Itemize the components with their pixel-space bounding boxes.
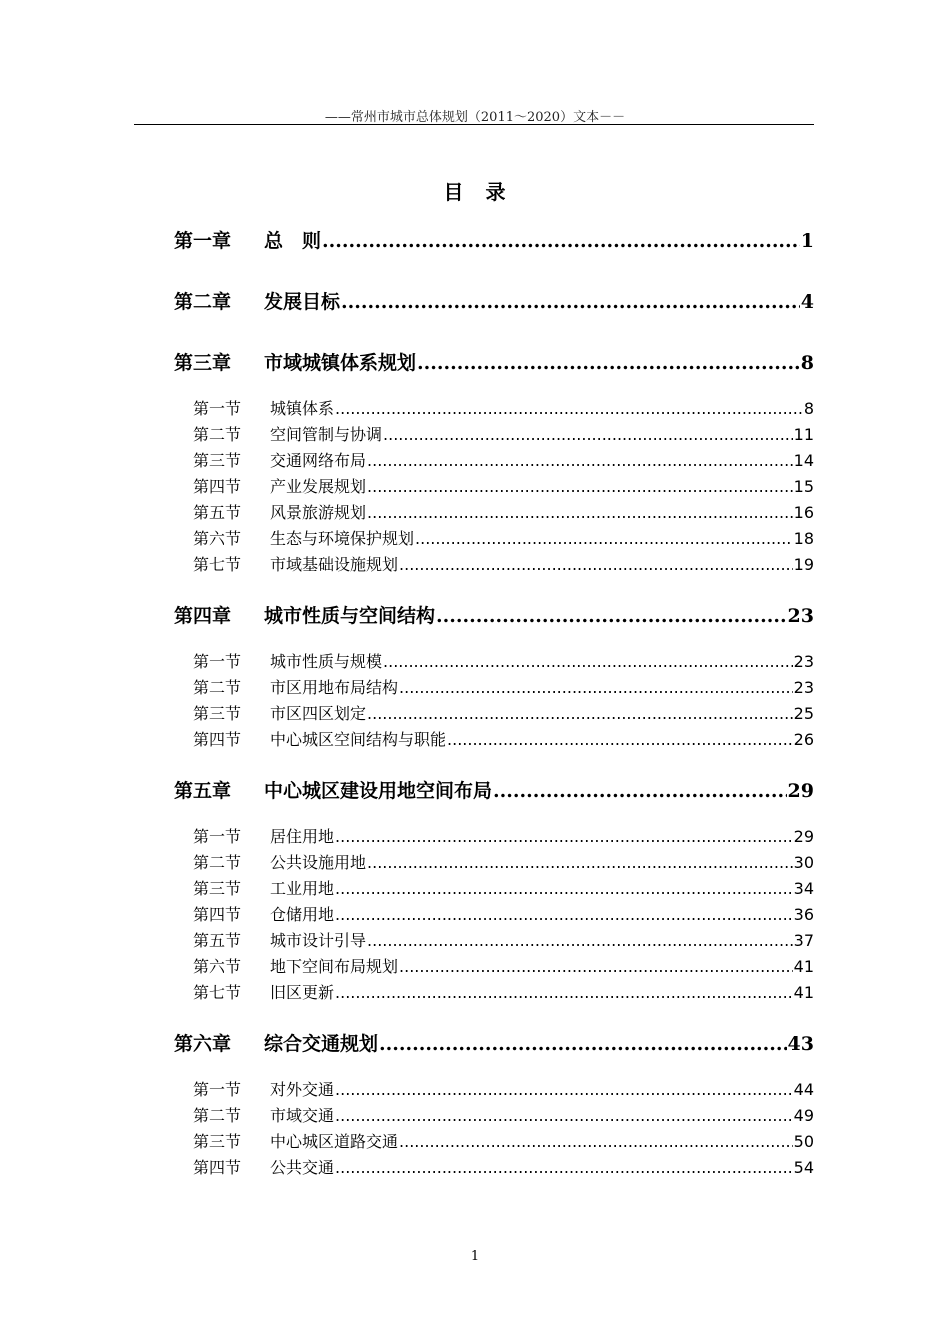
entry-page-number: 14 <box>793 451 814 470</box>
toc-section-entry[interactable] <box>193 1129 814 1152</box>
entry-title: 仓储用地 <box>270 905 335 924</box>
entry-number: 第一节 <box>193 1080 242 1099</box>
entry-page-number: 29 <box>787 780 814 802</box>
dot-leader <box>383 425 793 444</box>
dot-leader <box>335 399 803 418</box>
dot-leader <box>367 451 793 470</box>
dot-leader <box>335 1158 793 1177</box>
toc-section-entry[interactable] <box>193 474 814 497</box>
toc-chapter-entry[interactable] <box>174 348 814 375</box>
entry-number: 第五节 <box>193 503 242 522</box>
dot-leader <box>367 931 793 950</box>
toc-section-entry[interactable] <box>193 422 814 445</box>
entry-title: 旧区更新 <box>270 983 335 1002</box>
entry-number: 第二节 <box>193 425 242 444</box>
entry-title: 中心城区道路交通 <box>270 1132 399 1151</box>
dot-leader <box>335 983 793 1002</box>
entry-page-number: 34 <box>793 879 814 898</box>
entry-page-number: 15 <box>793 477 814 496</box>
entry-page-number: 23 <box>793 678 814 697</box>
entry-number: 第四节 <box>193 1158 242 1177</box>
entry-page-number: 49 <box>793 1106 814 1125</box>
entry-title: 空间管制与协调 <box>270 425 383 444</box>
entry-number: 第三节 <box>193 1132 242 1151</box>
dot-leader <box>399 555 793 574</box>
entry-title: 公共设施用地 <box>270 853 367 872</box>
entry-page-number: 23 <box>787 605 814 627</box>
entry-number: 第一节 <box>193 399 242 418</box>
toc-section-entry[interactable] <box>193 727 814 750</box>
dot-leader <box>367 853 793 872</box>
dot-leader <box>335 827 793 846</box>
entry-number: 第一章 <box>174 230 232 252</box>
entry-number: 第二节 <box>193 678 242 697</box>
entry-title: 产业发展规划 <box>270 477 367 496</box>
entry-number: 第四节 <box>193 477 242 496</box>
entry-page-number: 25 <box>793 704 814 723</box>
entry-title: 中心城区建设用地空间布局 <box>264 780 493 802</box>
entry-title: 公共交通 <box>270 1158 335 1177</box>
entry-number: 第七节 <box>193 983 242 1002</box>
toc-section-entry[interactable] <box>193 980 814 1003</box>
dot-leader <box>335 879 793 898</box>
entry-title: 市区用地布局结构 <box>270 678 399 697</box>
entry-page-number: 29 <box>793 827 814 846</box>
entry-number: 第六节 <box>193 957 242 976</box>
entry-number: 第五节 <box>193 931 242 950</box>
toc-section-entry[interactable] <box>193 701 814 724</box>
toc-section-entry[interactable] <box>193 850 814 873</box>
dot-leader <box>399 1132 793 1151</box>
dot-leader <box>447 730 793 749</box>
toc-section-entry[interactable] <box>193 526 814 549</box>
entry-number: 第六节 <box>193 529 242 548</box>
page-number: 1 <box>470 1249 480 1264</box>
entry-page-number: 11 <box>793 425 814 444</box>
entry-title: 市域基础设施规划 <box>270 555 399 574</box>
toc-section-entry[interactable] <box>193 500 814 523</box>
dot-leader <box>415 529 793 548</box>
dot-leader <box>335 905 793 924</box>
toc-section-entry[interactable] <box>193 448 814 471</box>
entry-page-number: 19 <box>793 555 814 574</box>
entry-title: 总 则 <box>264 230 322 252</box>
entry-page-number: 30 <box>793 853 814 872</box>
toc-chapter-entry[interactable] <box>174 1029 814 1056</box>
entry-page-number: 41 <box>793 983 814 1002</box>
entry-title: 居住用地 <box>270 827 335 846</box>
entry-page-number: 54 <box>793 1158 814 1177</box>
toc-title: 目 录 <box>443 180 507 204</box>
entry-page-number: 43 <box>787 1033 814 1055</box>
dot-leader <box>335 1080 793 1099</box>
entry-number: 第三节 <box>193 879 242 898</box>
entry-page-number: 41 <box>793 957 814 976</box>
toc-section-entry[interactable] <box>193 396 814 419</box>
entry-number: 第四章 <box>174 605 232 627</box>
entry-title: 市域交通 <box>270 1106 335 1125</box>
entry-title: 对外交通 <box>270 1080 335 1099</box>
toc-section-entry[interactable] <box>193 1103 814 1126</box>
dot-leader <box>417 352 800 374</box>
toc-chapter-entry[interactable] <box>174 226 814 253</box>
entry-title: 城市性质与空间结构 <box>264 605 436 627</box>
entry-page-number: 37 <box>793 931 814 950</box>
entry-title: 综合交通规划 <box>264 1033 379 1055</box>
entry-number: 第二节 <box>193 1106 242 1125</box>
dot-leader <box>493 780 787 802</box>
entry-number: 第四节 <box>193 905 242 924</box>
dot-leader <box>341 291 800 313</box>
entry-title: 城市设计引导 <box>270 931 367 950</box>
entry-number: 第一节 <box>193 827 242 846</box>
toc-chapter-entry[interactable] <box>174 287 814 314</box>
dot-leader <box>335 1106 793 1125</box>
entry-title: 发展目标 <box>264 291 341 313</box>
entry-page-number: 16 <box>793 503 814 522</box>
entry-number: 第二章 <box>174 291 232 313</box>
dot-leader <box>367 477 793 496</box>
dot-leader <box>367 503 793 522</box>
toc-section-entry[interactable] <box>193 954 814 977</box>
toc-section-entry[interactable] <box>193 824 814 847</box>
toc-section-entry[interactable] <box>193 675 814 698</box>
running-header: ——常州市城市总体规划（2011～2020）文本－－ <box>324 110 626 125</box>
entry-title: 工业用地 <box>270 879 335 898</box>
entry-title: 地下空间布局规划 <box>270 957 399 976</box>
dot-leader <box>383 652 793 671</box>
entry-page-number: 8 <box>800 352 814 374</box>
dot-leader <box>399 957 793 976</box>
entry-title: 中心城区空间结构与职能 <box>270 730 447 749</box>
dot-leader <box>399 678 793 697</box>
entry-title: 市区四区划定 <box>270 704 367 723</box>
toc-section-entry[interactable] <box>193 902 814 925</box>
entry-number: 第一节 <box>193 652 242 671</box>
entry-page-number: 1 <box>800 230 814 252</box>
entry-number: 第三节 <box>193 451 242 470</box>
entry-title: 市域城镇体系规划 <box>264 352 417 374</box>
entry-title: 生态与环境保护规划 <box>270 529 415 548</box>
toc-section-entry[interactable] <box>193 928 814 951</box>
entry-number: 第二节 <box>193 853 242 872</box>
entry-number: 第七节 <box>193 555 242 574</box>
entry-number: 第四节 <box>193 730 242 749</box>
entry-page-number: 8 <box>803 399 814 418</box>
entry-page-number: 44 <box>793 1080 814 1099</box>
entry-title: 城市性质与规模 <box>270 652 383 671</box>
entry-number: 第三章 <box>174 352 232 374</box>
entry-number: 第六章 <box>174 1033 232 1055</box>
entry-title: 交通网络布局 <box>270 451 367 470</box>
dot-leader <box>379 1033 787 1055</box>
toc-chapter-entry[interactable] <box>174 776 814 803</box>
dot-leader <box>322 230 800 252</box>
entry-page-number: 50 <box>793 1132 814 1151</box>
toc-chapter-entry[interactable] <box>174 601 814 628</box>
dot-leader <box>436 605 787 627</box>
entry-title: 风景旅游规划 <box>270 503 367 522</box>
entry-page-number: 4 <box>800 291 814 313</box>
entry-number: 第三节 <box>193 704 242 723</box>
entry-page-number: 18 <box>793 529 814 548</box>
entry-page-number: 26 <box>793 730 814 749</box>
entry-page-number: 23 <box>793 652 814 671</box>
toc-section-entry[interactable] <box>193 1155 814 1178</box>
toc-section-entry[interactable] <box>193 876 814 899</box>
entry-number: 第五章 <box>174 780 232 802</box>
toc-section-entry[interactable] <box>193 552 814 575</box>
toc-section-entry[interactable] <box>193 1077 814 1100</box>
entry-page-number: 36 <box>793 905 814 924</box>
dot-leader <box>367 704 793 723</box>
toc-section-entry[interactable] <box>193 649 814 672</box>
entry-title: 城镇体系 <box>270 399 335 418</box>
